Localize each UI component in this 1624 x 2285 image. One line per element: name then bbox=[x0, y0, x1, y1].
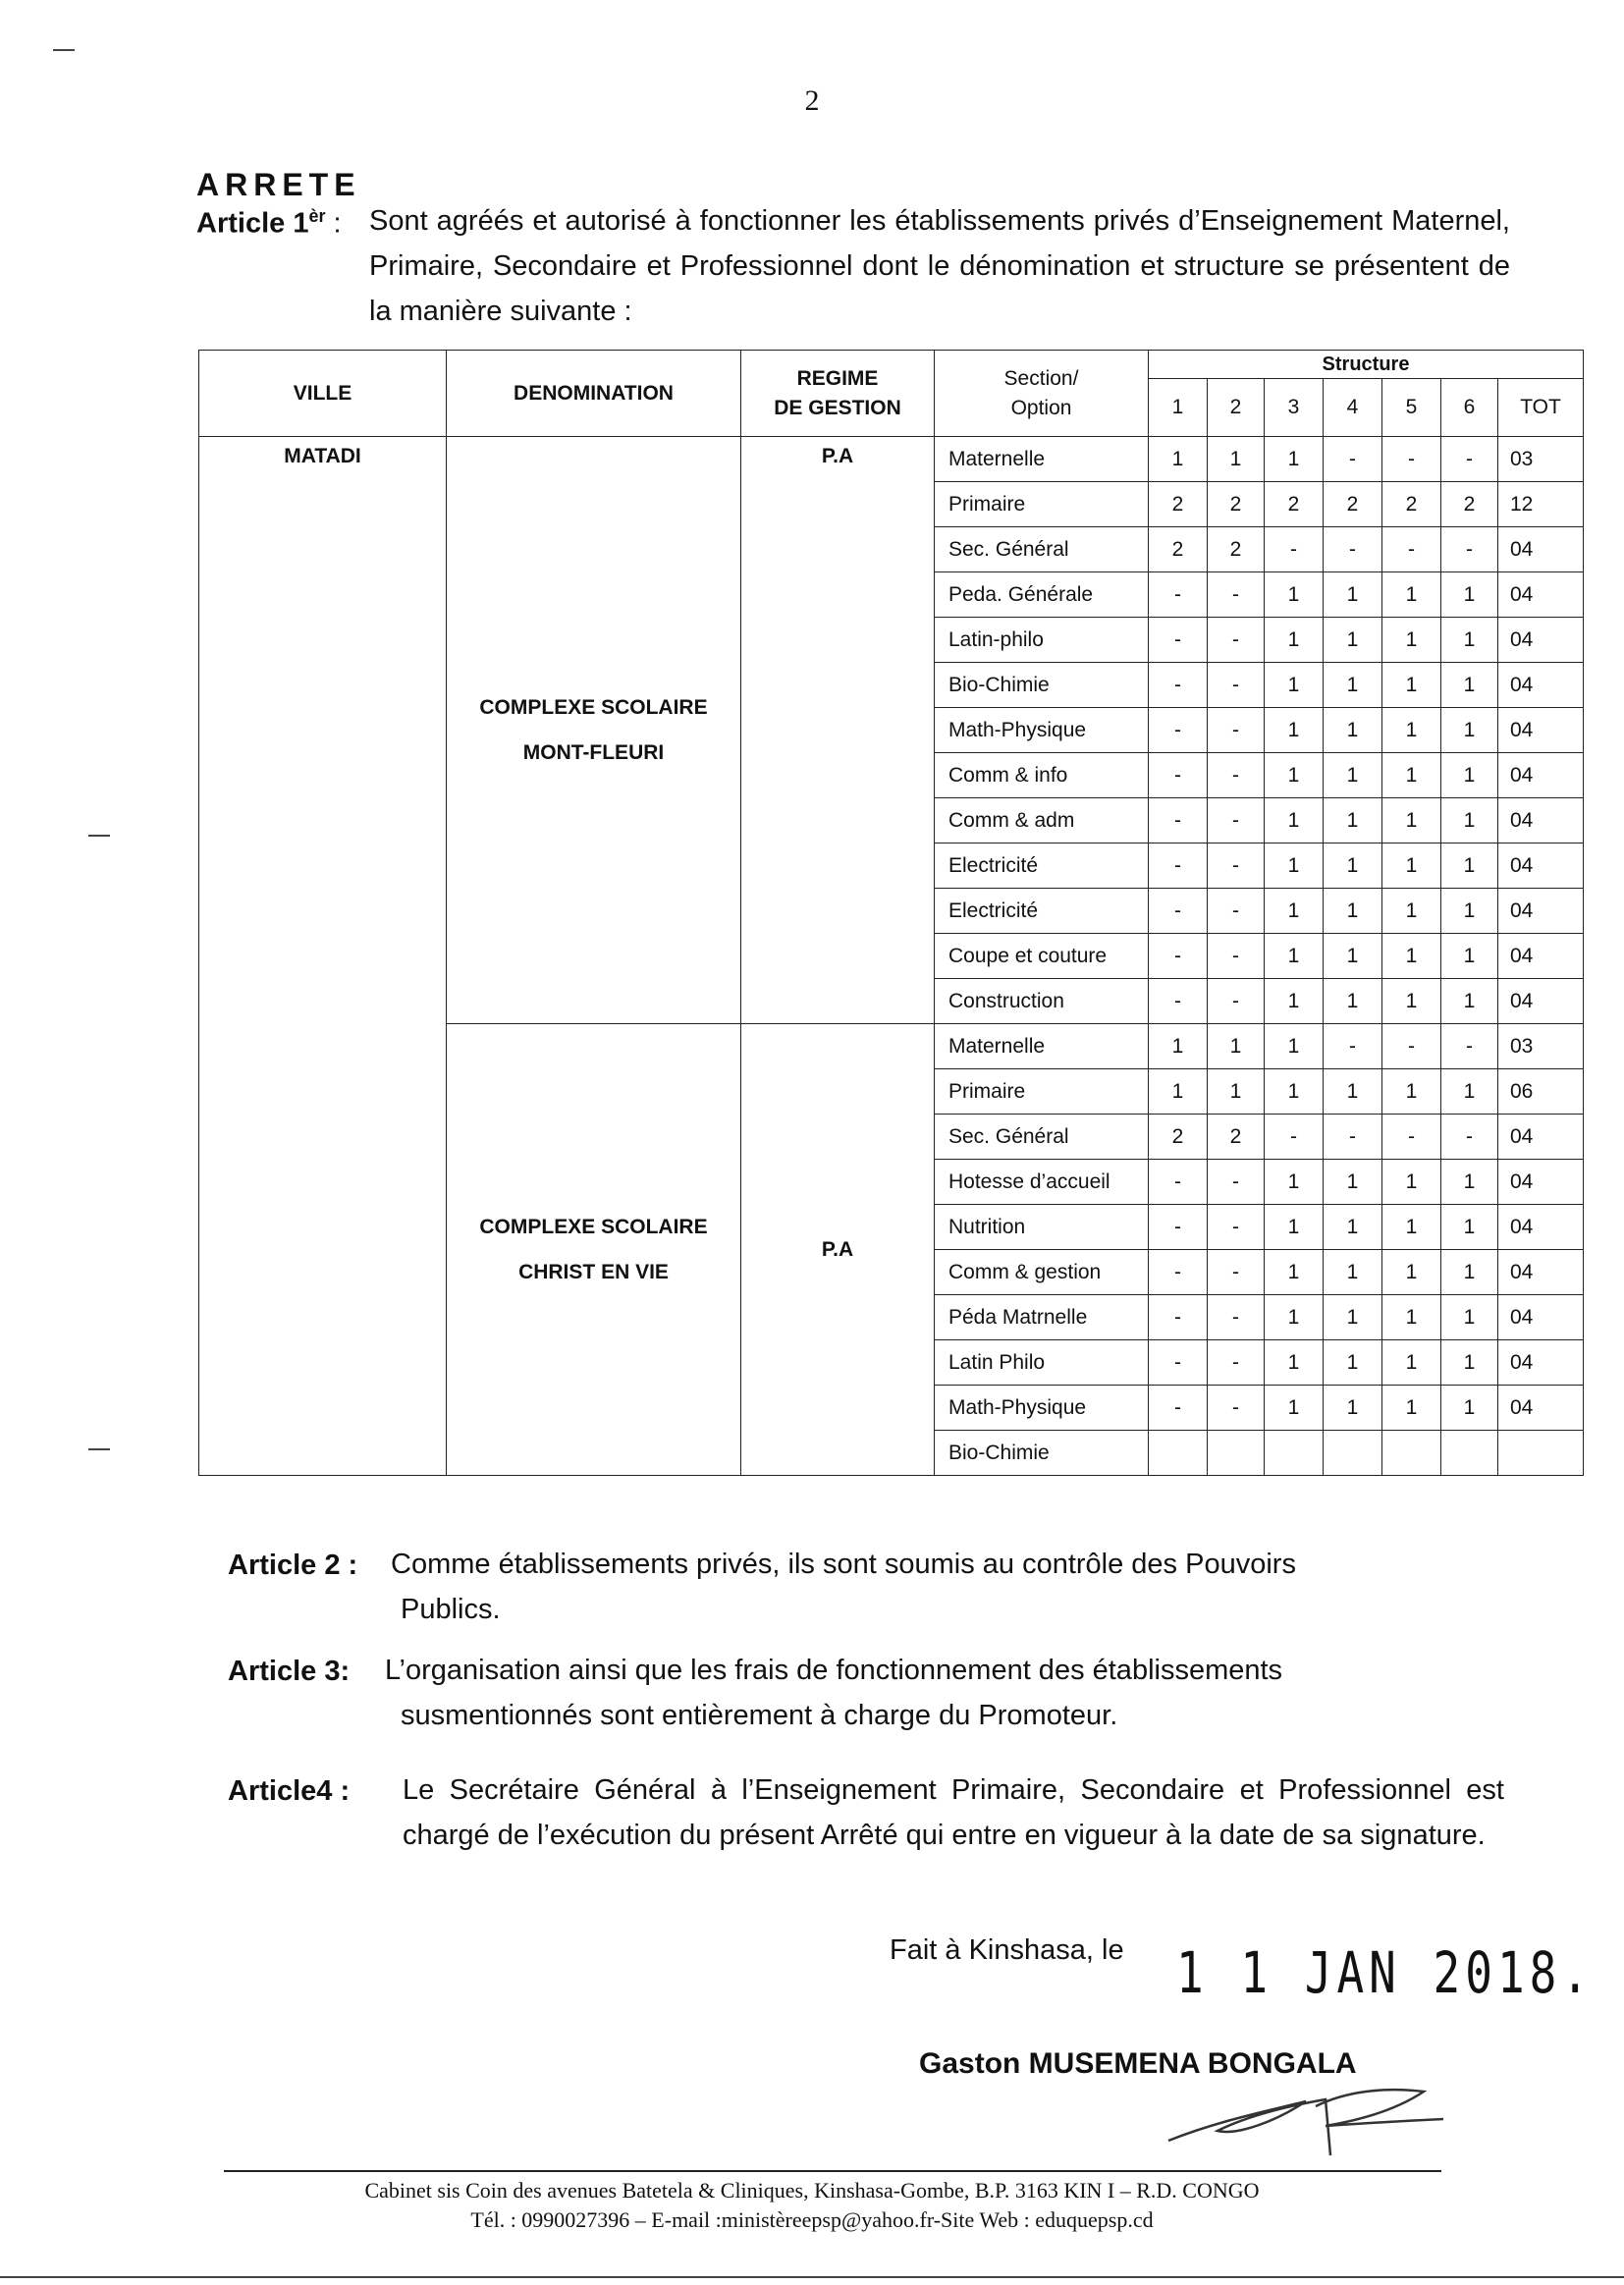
article-2-text-line1: Comme établissements privés, ils sont soumis au contrôle des Pouvoirs bbox=[391, 1549, 1296, 1580]
cell-year-1: - bbox=[1149, 753, 1208, 798]
cell-total: 04 bbox=[1498, 1340, 1584, 1386]
cell-year-4: 1 bbox=[1324, 1340, 1382, 1386]
cell-year-2: 2 bbox=[1208, 527, 1265, 572]
scan-mark bbox=[88, 835, 110, 837]
cell-year-6: 1 bbox=[1441, 843, 1498, 889]
article-1-text: Sont agréés et autorisé à fonctionner les établissements privés d’Enseignement Maternel, Primaire, Secondaire et Professionnel dont le dénomination et structure se présentent de la manière suivante : bbox=[369, 205, 1510, 327]
cell-year-6: 1 bbox=[1441, 572, 1498, 618]
stamped-date: 1 1 JAN 2018. bbox=[1176, 1939, 1595, 2006]
cell-denomination: COMPLEXE SCOLAIRE CHRIST EN VIE bbox=[447, 1024, 741, 1476]
cell-denomination: COMPLEXE SCOLAIRE MONT-FLEURI bbox=[447, 437, 741, 1024]
cell-year-3: - bbox=[1265, 1115, 1324, 1160]
col-header-structure-3: 3 bbox=[1265, 379, 1324, 437]
cell-year-1: - bbox=[1149, 1386, 1208, 1431]
cell-year-2: 2 bbox=[1208, 482, 1265, 527]
cell-year-1: 1 bbox=[1149, 437, 1208, 482]
cell-year-4: 2 bbox=[1324, 482, 1382, 527]
cell-year-6: 1 bbox=[1441, 1386, 1498, 1431]
cell-year-4: 1 bbox=[1324, 753, 1382, 798]
cell-regime: P.A bbox=[741, 1024, 935, 1476]
cell-option: Sec. Général bbox=[935, 527, 1149, 572]
cell-option: Primaire bbox=[935, 482, 1149, 527]
cell-year-2: - bbox=[1208, 1386, 1265, 1431]
cell-year-5: 1 bbox=[1382, 618, 1441, 663]
cell-year-5: 1 bbox=[1382, 843, 1441, 889]
cell-year-3: 1 bbox=[1265, 1340, 1324, 1386]
cell-year-4: 1 bbox=[1324, 663, 1382, 708]
cell-year-4: 1 bbox=[1324, 1160, 1382, 1205]
col-header-structure-1: 1 bbox=[1149, 379, 1208, 437]
decree-heading: ARRETE bbox=[196, 167, 361, 202]
cell-year-4: 1 bbox=[1324, 1069, 1382, 1115]
cell-year-5: 1 bbox=[1382, 1386, 1441, 1431]
cell-option: Math-Physique bbox=[935, 708, 1149, 753]
cell-year-6: - bbox=[1441, 437, 1498, 482]
cell-year-2: - bbox=[1208, 753, 1265, 798]
cell-year-5: 1 bbox=[1382, 1205, 1441, 1250]
cell-year-5: 2 bbox=[1382, 482, 1441, 527]
cell-year-5: 1 bbox=[1382, 572, 1441, 618]
cell-year-6: 1 bbox=[1441, 889, 1498, 934]
cell-year-4: 1 bbox=[1324, 1205, 1382, 1250]
cell-year-1 bbox=[1149, 1431, 1208, 1476]
cell-year-3: 1 bbox=[1265, 708, 1324, 753]
cell-year-5: 1 bbox=[1382, 798, 1441, 843]
cell-year-4: - bbox=[1324, 527, 1382, 572]
cell-option: Coupe et couture bbox=[935, 934, 1149, 979]
page-bottom-rule bbox=[0, 2276, 1624, 2278]
cell-year-2: - bbox=[1208, 1295, 1265, 1340]
cell-year-3: 1 bbox=[1265, 1024, 1324, 1069]
cell-year-4: - bbox=[1324, 437, 1382, 482]
article-3-label: Article 3: bbox=[228, 1656, 351, 1687]
cell-year-3: 1 bbox=[1265, 979, 1324, 1024]
cell-year-2: - bbox=[1208, 843, 1265, 889]
cell-year-6 bbox=[1441, 1431, 1498, 1476]
cell-year-3: 1 bbox=[1265, 572, 1324, 618]
cell-year-1: - bbox=[1149, 1160, 1208, 1205]
table-row bbox=[199, 437, 1584, 482]
col-header-structure-2: 2 bbox=[1208, 379, 1265, 437]
col-header-structure-5: 5 bbox=[1382, 379, 1441, 437]
cell-year-3: 1 bbox=[1265, 1069, 1324, 1115]
cell-total: 12 bbox=[1498, 482, 1584, 527]
cell-option: Bio-Chimie bbox=[935, 1431, 1149, 1476]
cell-total: 03 bbox=[1498, 437, 1584, 482]
cell-year-3: 1 bbox=[1265, 753, 1324, 798]
cell-total: 04 bbox=[1498, 889, 1584, 934]
cell-year-2: - bbox=[1208, 572, 1265, 618]
cell-total: 03 bbox=[1498, 1024, 1584, 1069]
cell-total: 04 bbox=[1498, 1205, 1584, 1250]
cell-year-3: 1 bbox=[1265, 1160, 1324, 1205]
cell-year-4: 1 bbox=[1324, 1295, 1382, 1340]
cell-year-1: - bbox=[1149, 934, 1208, 979]
cell-year-3: 2 bbox=[1265, 482, 1324, 527]
footer-rule bbox=[224, 2170, 1441, 2172]
cell-year-1: - bbox=[1149, 618, 1208, 663]
cell-year-1: - bbox=[1149, 798, 1208, 843]
page-number: 2 bbox=[804, 84, 820, 117]
cell-year-5: - bbox=[1382, 437, 1441, 482]
cell-year-2: - bbox=[1208, 1340, 1265, 1386]
place-and-date-label: Fait à Kinshasa, le bbox=[890, 1934, 1124, 1966]
cell-year-2: - bbox=[1208, 979, 1265, 1024]
cell-option: Peda. Générale bbox=[935, 572, 1149, 618]
cell-year-6: 1 bbox=[1441, 1340, 1498, 1386]
cell-option: Primaire bbox=[935, 1069, 1149, 1115]
cell-year-5: - bbox=[1382, 1024, 1441, 1069]
cell-year-5: 1 bbox=[1382, 934, 1441, 979]
cell-year-1: 1 bbox=[1149, 1069, 1208, 1115]
cell-year-1: 2 bbox=[1149, 482, 1208, 527]
cell-year-5: - bbox=[1382, 527, 1441, 572]
cell-option: Electricité bbox=[935, 843, 1149, 889]
cell-year-2: - bbox=[1208, 708, 1265, 753]
cell-year-5: 1 bbox=[1382, 753, 1441, 798]
cell-year-1: - bbox=[1149, 708, 1208, 753]
cell-year-2: - bbox=[1208, 889, 1265, 934]
cell-year-2: 1 bbox=[1208, 437, 1265, 482]
cell-year-6: 1 bbox=[1441, 753, 1498, 798]
cell-option: Péda Matrnelle bbox=[935, 1295, 1149, 1340]
cell-total: 04 bbox=[1498, 663, 1584, 708]
cell-year-1: - bbox=[1149, 1340, 1208, 1386]
cell-year-3: - bbox=[1265, 527, 1324, 572]
cell-year-5: - bbox=[1382, 1115, 1441, 1160]
cell-year-3: 1 bbox=[1265, 618, 1324, 663]
cell-option: Comm & adm bbox=[935, 798, 1149, 843]
cell-year-3: 1 bbox=[1265, 934, 1324, 979]
cell-year-5: 1 bbox=[1382, 979, 1441, 1024]
article-4-label: Article4 : bbox=[228, 1775, 351, 1807]
cell-year-2: 1 bbox=[1208, 1069, 1265, 1115]
cell-year-4: - bbox=[1324, 1024, 1382, 1069]
cell-year-6: - bbox=[1441, 1115, 1498, 1160]
cell-year-4: 1 bbox=[1324, 572, 1382, 618]
cell-year-1: 2 bbox=[1149, 1115, 1208, 1160]
cell-year-4: 1 bbox=[1324, 934, 1382, 979]
cell-total: 04 bbox=[1498, 1295, 1584, 1340]
cell-total: 04 bbox=[1498, 753, 1584, 798]
cell-total: 04 bbox=[1498, 572, 1584, 618]
cell-total: 04 bbox=[1498, 798, 1584, 843]
cell-year-3: 1 bbox=[1265, 1386, 1324, 1431]
cell-year-6: 1 bbox=[1441, 618, 1498, 663]
cell-year-4: 1 bbox=[1324, 1250, 1382, 1295]
cell-year-3: 1 bbox=[1265, 1205, 1324, 1250]
col-header-denomination: DENOMINATION bbox=[447, 351, 741, 437]
cell-year-3: 1 bbox=[1265, 437, 1324, 482]
cell-total: 04 bbox=[1498, 708, 1584, 753]
cell-option: Electricité bbox=[935, 889, 1149, 934]
cell-year-1: - bbox=[1149, 1295, 1208, 1340]
cell-option: Hotesse d’accueil bbox=[935, 1160, 1149, 1205]
article-2-label: Article 2 : bbox=[228, 1550, 358, 1581]
cell-total: 04 bbox=[1498, 1115, 1584, 1160]
cell-year-6: 1 bbox=[1441, 934, 1498, 979]
col-header-regime: REGIME DE GESTION bbox=[741, 351, 935, 437]
cell-total: 04 bbox=[1498, 1250, 1584, 1295]
cell-year-2: - bbox=[1208, 1160, 1265, 1205]
cell-ville: MATADI bbox=[199, 437, 447, 1476]
cell-year-4: 1 bbox=[1324, 979, 1382, 1024]
cell-year-1: - bbox=[1149, 979, 1208, 1024]
cell-option: Math-Physique bbox=[935, 1386, 1149, 1431]
cell-total: 04 bbox=[1498, 1386, 1584, 1431]
handwritten-signature bbox=[1159, 2062, 1453, 2170]
article-3-text-line1: L’organisation ainsi que les frais de fonctionnement des établissements bbox=[385, 1655, 1283, 1686]
cell-year-2 bbox=[1208, 1431, 1265, 1476]
cell-year-5: 1 bbox=[1382, 1340, 1441, 1386]
structure-table bbox=[198, 350, 1584, 1476]
cell-year-6: 1 bbox=[1441, 798, 1498, 843]
cell-year-4: 1 bbox=[1324, 618, 1382, 663]
cell-year-2: 1 bbox=[1208, 1024, 1265, 1069]
cell-year-4: 1 bbox=[1324, 1386, 1382, 1431]
cell-option: Latin Philo bbox=[935, 1340, 1149, 1386]
col-header-ville: VILLE bbox=[199, 351, 447, 437]
cell-option: Nutrition bbox=[935, 1205, 1149, 1250]
cell-year-4 bbox=[1324, 1431, 1382, 1476]
cell-option: Latin-philo bbox=[935, 618, 1149, 663]
cell-year-4: 1 bbox=[1324, 708, 1382, 753]
cell-year-1: 1 bbox=[1149, 1024, 1208, 1069]
cell-year-5: 1 bbox=[1382, 1250, 1441, 1295]
cell-year-2: 2 bbox=[1208, 1115, 1265, 1160]
scan-mark bbox=[88, 1448, 110, 1450]
cell-year-2: - bbox=[1208, 618, 1265, 663]
cell-total: 04 bbox=[1498, 934, 1584, 979]
signatory-name: Gaston MUSEMENA BONGALA bbox=[919, 2047, 1357, 2080]
cell-year-4: 1 bbox=[1324, 798, 1382, 843]
cell-year-2: - bbox=[1208, 934, 1265, 979]
col-header-structure-tot: TOT bbox=[1498, 379, 1584, 437]
col-header-structure-4: 4 bbox=[1324, 379, 1382, 437]
cell-year-2: - bbox=[1208, 1250, 1265, 1295]
cell-year-3: 1 bbox=[1265, 1250, 1324, 1295]
cell-year-5: 1 bbox=[1382, 1295, 1441, 1340]
footer-contact: Tél. : 0990027396 – E-mail :ministèreepsp@yahoo.fr-Site Web : eduquepsp.cd bbox=[470, 2207, 1154, 2232]
article-4-text: Le Secrétaire Général à l’Enseignement Primaire, Secondaire et Professionnel est chargé de l’exécution du présent Arrêté qui entre en vigueur à la date de sa signature. bbox=[403, 1774, 1504, 1851]
cell-year-4: 1 bbox=[1324, 843, 1382, 889]
cell-total: 04 bbox=[1498, 979, 1584, 1024]
cell-year-5 bbox=[1382, 1431, 1441, 1476]
cell-year-3: 1 bbox=[1265, 1295, 1324, 1340]
cell-year-6: - bbox=[1441, 527, 1498, 572]
cell-option: Comm & info bbox=[935, 753, 1149, 798]
cell-year-3: 1 bbox=[1265, 663, 1324, 708]
cell-option: Construction bbox=[935, 979, 1149, 1024]
cell-year-3: 1 bbox=[1265, 889, 1324, 934]
scan-mark bbox=[53, 49, 75, 51]
cell-year-5: 1 bbox=[1382, 708, 1441, 753]
cell-year-4: 1 bbox=[1324, 889, 1382, 934]
cell-year-1: - bbox=[1149, 1250, 1208, 1295]
cell-option: Maternelle bbox=[935, 437, 1149, 482]
article-2-text-line2: Publics. bbox=[401, 1594, 501, 1625]
cell-year-5: 1 bbox=[1382, 663, 1441, 708]
article-1-label: Article $1^{èr}$ : bbox=[196, 206, 342, 240]
cell-year-2: - bbox=[1208, 798, 1265, 843]
cell-year-1: 2 bbox=[1149, 527, 1208, 572]
cell-total: 06 bbox=[1498, 1069, 1584, 1115]
cell-total: 04 bbox=[1498, 1160, 1584, 1205]
cell-year-6: 1 bbox=[1441, 1250, 1498, 1295]
cell-year-5: 1 bbox=[1382, 1069, 1441, 1115]
col-header-section: Section/ Option bbox=[935, 351, 1149, 437]
article-3-text-line2: susmentionnés sont entièrement à charge du Promoteur. bbox=[401, 1700, 1118, 1731]
cell-total: 04 bbox=[1498, 527, 1584, 572]
cell-year-6: 1 bbox=[1441, 979, 1498, 1024]
cell-year-3: 1 bbox=[1265, 843, 1324, 889]
cell-year-5: 1 bbox=[1382, 889, 1441, 934]
cell-year-6: 1 bbox=[1441, 708, 1498, 753]
cell-year-2: - bbox=[1208, 1205, 1265, 1250]
cell-option: Sec. Général bbox=[935, 1115, 1149, 1160]
cell-year-6: 2 bbox=[1441, 482, 1498, 527]
cell-year-1: - bbox=[1149, 572, 1208, 618]
cell-year-1: - bbox=[1149, 843, 1208, 889]
cell-year-6: - bbox=[1441, 1024, 1498, 1069]
cell-regime: P.A bbox=[741, 437, 935, 1024]
cell-year-4: - bbox=[1324, 1115, 1382, 1160]
cell-year-6: 1 bbox=[1441, 1160, 1498, 1205]
cell-total: 04 bbox=[1498, 618, 1584, 663]
cell-year-6: 1 bbox=[1441, 1205, 1498, 1250]
cell-year-3: 1 bbox=[1265, 798, 1324, 843]
cell-year-5: 1 bbox=[1382, 1160, 1441, 1205]
cell-total bbox=[1498, 1431, 1584, 1476]
cell-option: Maternelle bbox=[935, 1024, 1149, 1069]
cell-total: 04 bbox=[1498, 843, 1584, 889]
cell-option: Comm & gestion bbox=[935, 1250, 1149, 1295]
cell-year-6: 1 bbox=[1441, 1069, 1498, 1115]
col-header-structure: Structure bbox=[1149, 351, 1584, 379]
cell-year-1: - bbox=[1149, 889, 1208, 934]
cell-year-1: - bbox=[1149, 1205, 1208, 1250]
cell-year-6: 1 bbox=[1441, 663, 1498, 708]
cell-year-2: - bbox=[1208, 663, 1265, 708]
footer-address: Cabinet sis Coin des avenues Batetela & Cliniques, Kinshasa-Gombe, B.P. 3163 KIN I – R.D. CONGO bbox=[364, 2178, 1260, 2203]
cell-year-6: 1 bbox=[1441, 1295, 1498, 1340]
cell-year-1: - bbox=[1149, 663, 1208, 708]
cell-option: Bio-Chimie bbox=[935, 663, 1149, 708]
cell-year-3 bbox=[1265, 1431, 1324, 1476]
col-header-structure-6: 6 bbox=[1441, 379, 1498, 437]
